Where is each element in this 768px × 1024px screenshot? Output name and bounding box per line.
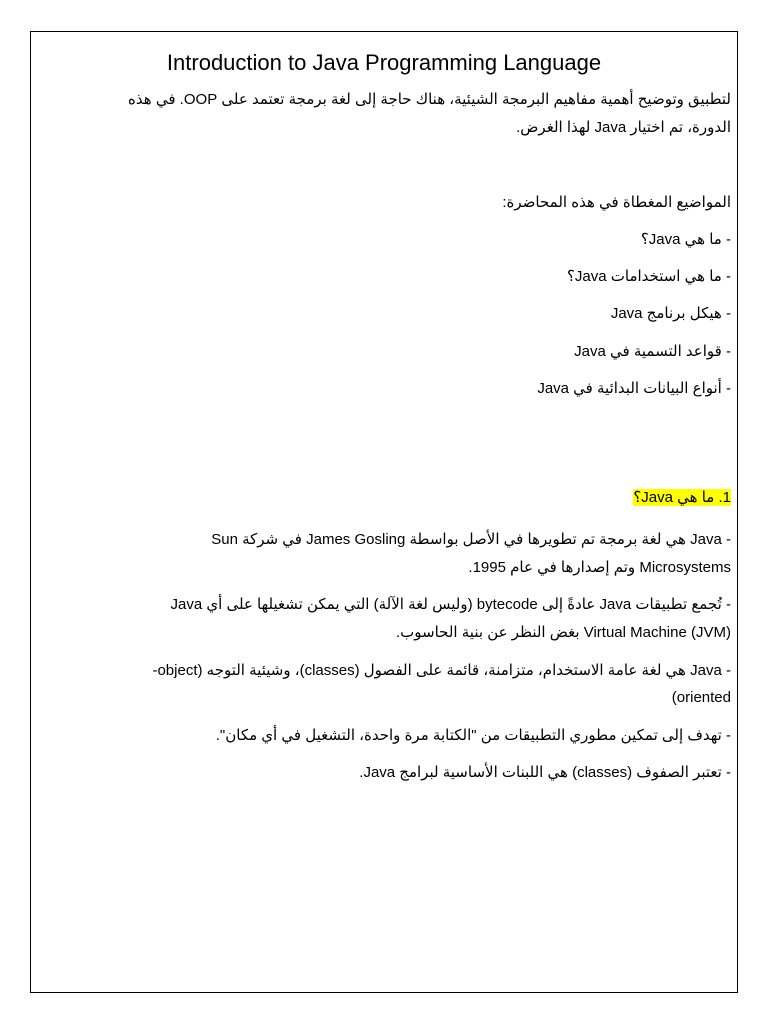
topic-item: - أنواع البيانات البدائية في Java	[537, 380, 731, 397]
topic-item: - ما هي استخدامات Java؟	[566, 268, 731, 285]
paragraph-line: Microsystems وتم إصدارها في عام 1995.	[468, 559, 731, 576]
paragraph-line: - Java هي لغة عامة الاستخدام، متزامنة، قائمة على الفصول (classes)، وشيئية التوجه (object-	[152, 662, 731, 679]
topic-item: - قواعد التسمية في Java	[574, 343, 731, 360]
section-heading	[78, 486, 731, 510]
paragraph-line: - تهدف إلى تمكين مطوري التطبيقات من "الكتابة مرة واحدة، التشغيل في أي مكان".	[215, 727, 731, 744]
topic-item: - هيكل برنامج Java	[610, 305, 731, 322]
topic-item: - ما هي Java؟	[640, 231, 731, 248]
page-title: Introduction to Java Programming Language	[166, 50, 602, 75]
paragraph-line: oriented)	[671, 689, 731, 706]
paragraph-line: - تُجمع تطبيقات Java عادةً إلى bytecode (وليس لغة الآلة) التي يمكن تشغيلها على أي Java	[170, 596, 731, 613]
paragraph-line: Virtual Machine (JVM) بغض النظر عن بنية الحاسوب.	[396, 624, 731, 641]
page-border	[30, 31, 738, 993]
intro-line-2: الدورة، تم اختيار Java لهذا الغرض.	[516, 119, 731, 136]
section-heading-highlight: 1. ما هي Java؟	[633, 489, 731, 506]
topics-heading: المواضيع المغطاة في هذه المحاضرة:	[502, 194, 731, 211]
paragraph-line: - Java هي لغة برمجة تم تطويرها في الأصل بواسطة James Gosling في شركة Sun	[211, 531, 731, 548]
intro-line-1: لتطبيق وتوضيح أهمية مفاهيم البرمجة الشيئية، هناك حاجة إلى لغة برمجة تعتمد على OOP. في هذه	[128, 91, 731, 108]
paragraph-line: - تعتبر الصفوف (classes) هي اللبنات الأساسية لبرامج Java.	[359, 764, 731, 781]
